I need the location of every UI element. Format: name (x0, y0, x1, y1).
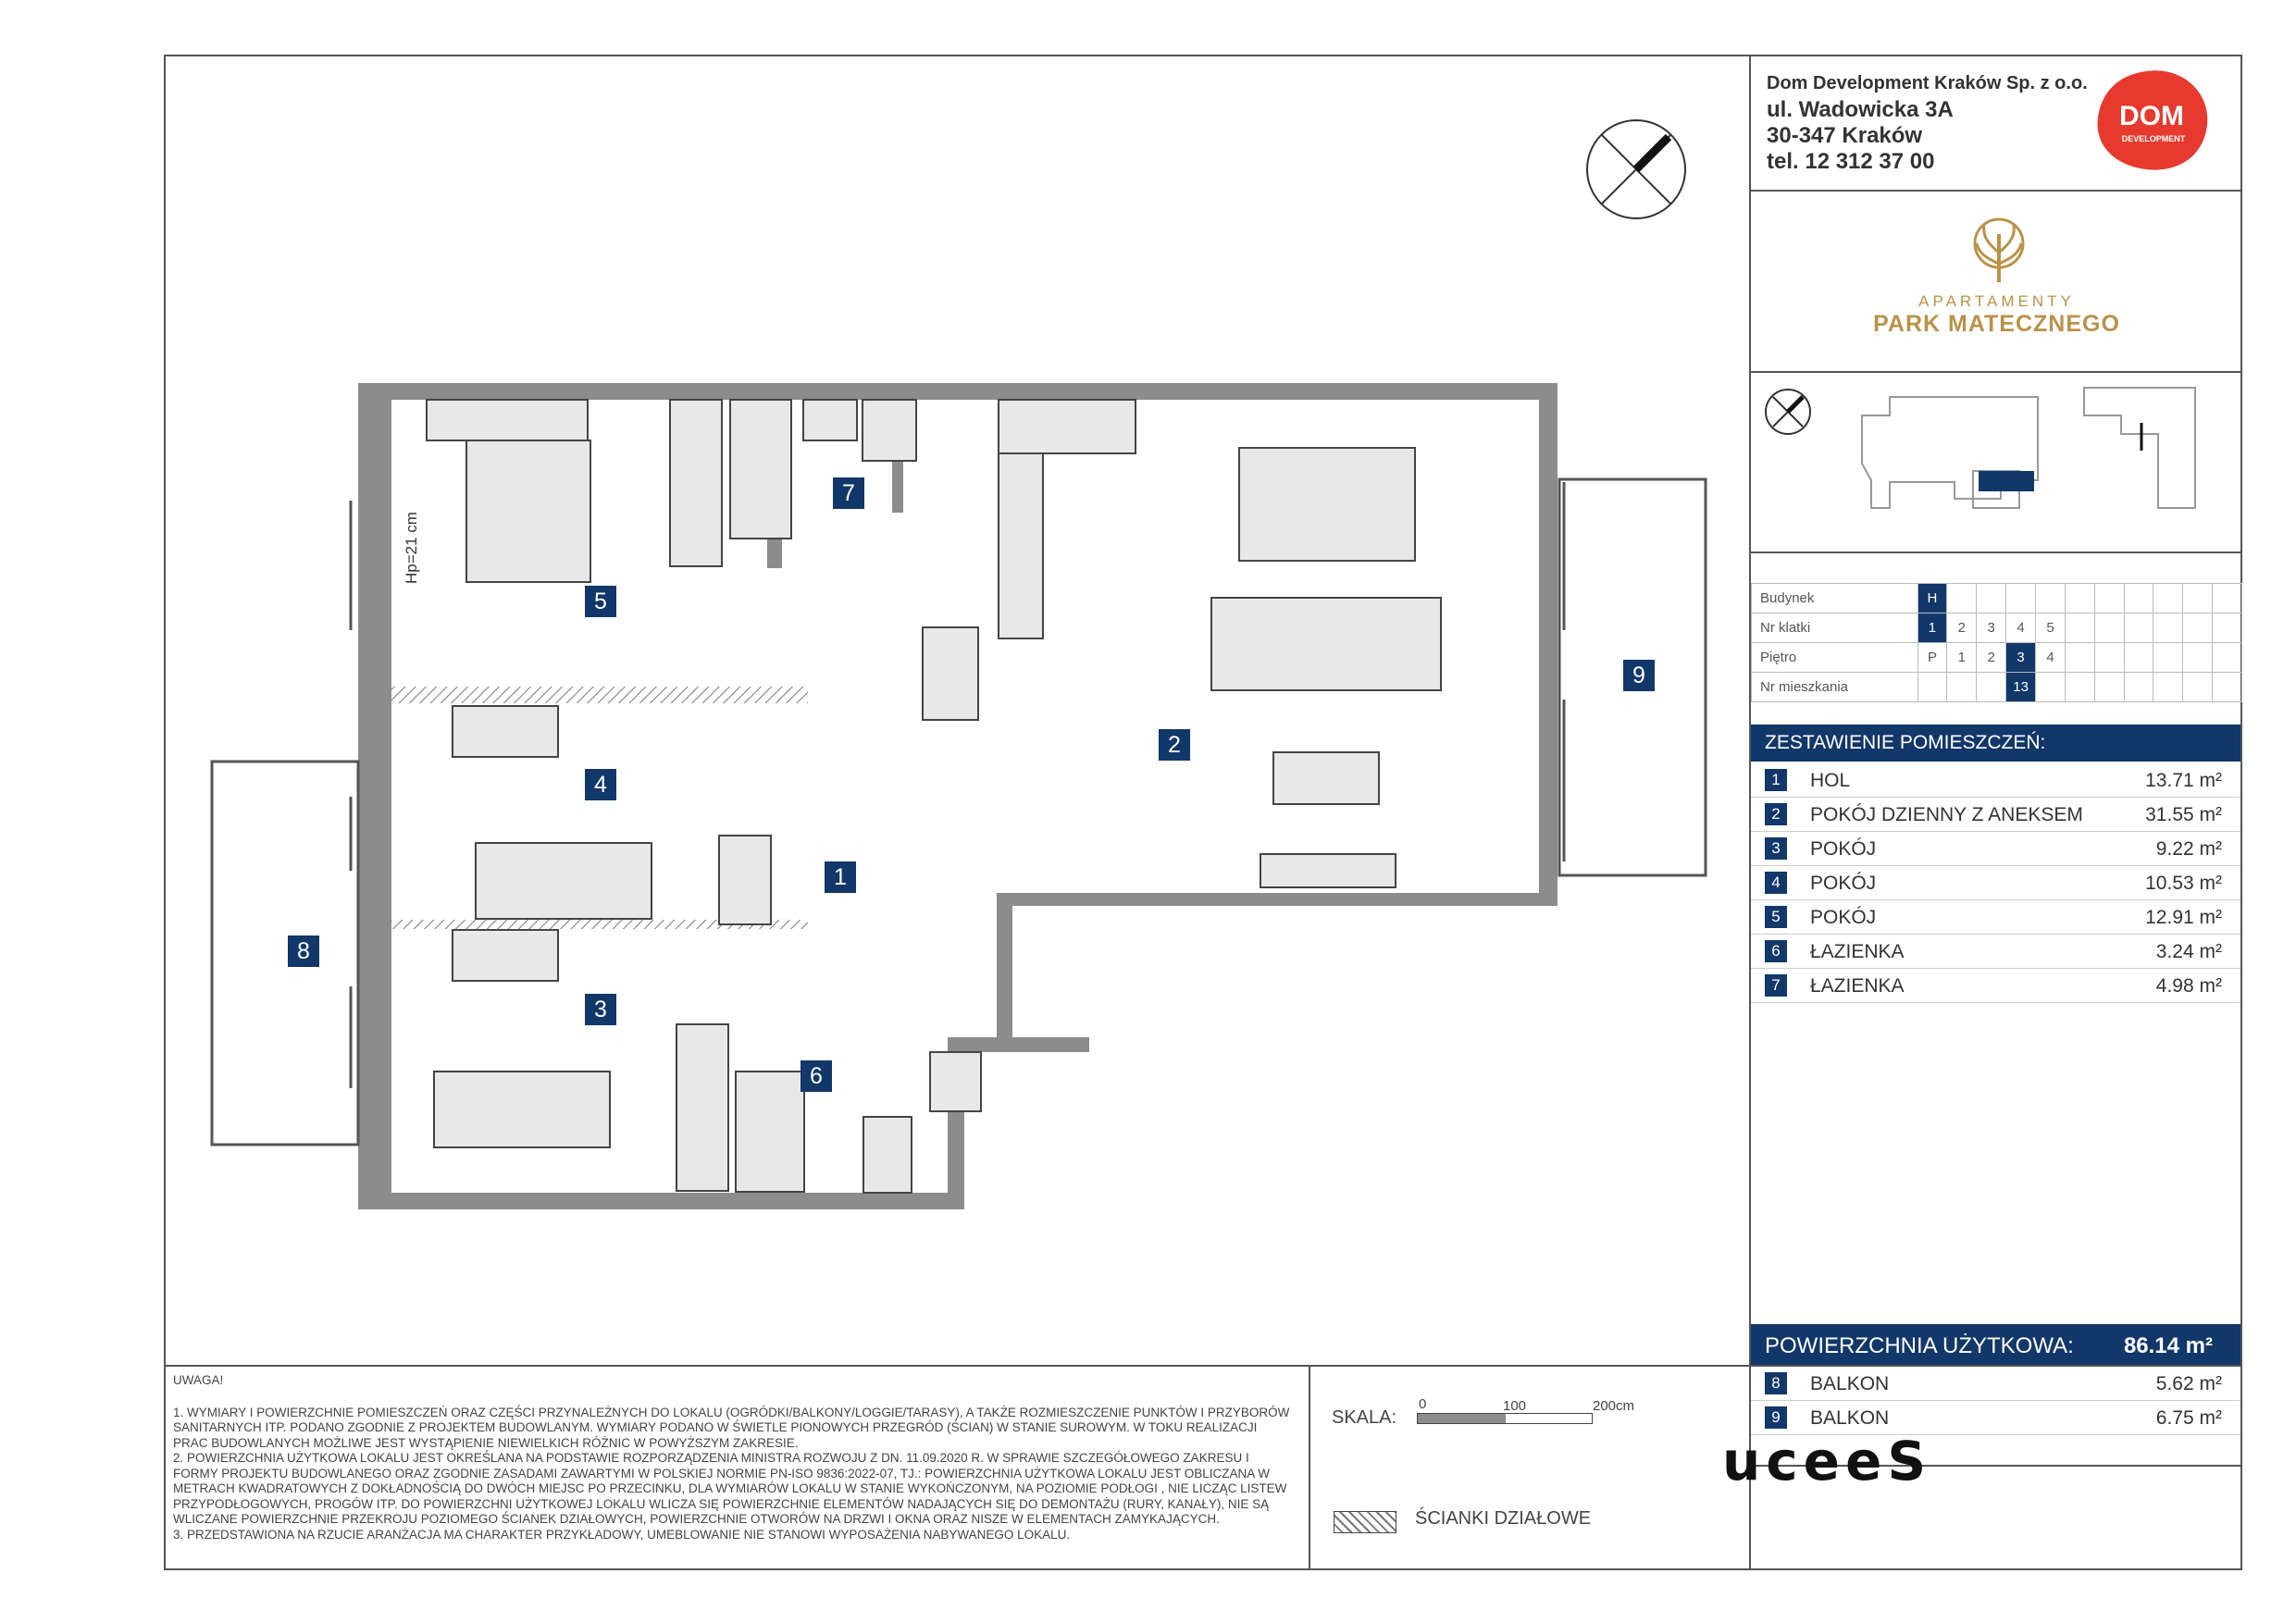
grid-row-label: Nr mieszkania (1752, 673, 1918, 702)
logo-main-text: DOM (2119, 101, 2184, 131)
room-row (1751, 935, 2240, 969)
scale-tick-0: 0 (1419, 1396, 1427, 1412)
site-location-map (1751, 378, 2242, 564)
room-label-3: 3 (585, 994, 616, 1025)
room-name: BALKON (1810, 1407, 1890, 1429)
unit-location-grid (1751, 583, 2242, 702)
tree-logo-icon (1962, 216, 2036, 286)
notes-paragraph-3: 3. PRZEDSTAWIONA NA RZUCIE ARANŻACJA MA CHARAKTER PRZYKŁADOWY, UMEBLOWANIE NIE STANOWI WYPOSAŻENIA NABYWANEGO LOKALU. (173, 1527, 1071, 1542)
room-num: 8 (1765, 1372, 1787, 1394)
notes-paragraph-2: 2. POWIERZCHNIA UŻYTKOWA LOKALU JEST OKREŚLANA NA PODSTAWIE ROZPORZĄDZENIA MINISTRA ROZWOJU Z DN. 11.09.2020 R. W SPRAWIE SZCZEGÓŁOWEGO ZAKRESU I FORMY PROJEKTU BUDOWLANEGO ORAZ ZGODNIE ZASADAMI ZAWARTYMI W POLSKIEJ NORMIE PN-ISO 9836:2022-07, TJ.: POWIERZCHNIA UŻYTKOWA LOKALU JEST OBLICZANA W METRACH KWADRATOWYCH Z DOKŁADNOŚCIĄ DO DWÓCH MIEJSC PO PRZECINKU, DLA WYMIARÓW LOKALU W STANIE WYKOŃCZONYM, NA POZIOMIE PODŁOGI , NIE LICZĄC LISTEW PRZYPODŁOGOWYCH, PROGÓW ITP. DO POWIERZCHNI UŻYTKOWEJ LOKALU WLICZA SIĘ POWIERZCHNIE ELEMENTÓW NADAJĄCYCH SIĘ DO DEMONTAŻU (RURY, KANAŁY), NIE SĄ WLICZANE POWIERZCHNIE PRZEKROJU POZIOMEGO ŚCIANEK DZIAŁOWYCH, POWIERZCHNIE OTWORÓW NA DRZWI I OKNA ORAZ NISZE W ELEMENTACH ZAMYKAJĄCYCH. (173, 1451, 1287, 1526)
room-row (1751, 866, 2240, 900)
grid-cell (1917, 673, 1947, 702)
grid-cell (2153, 584, 2183, 613)
notes-paragraph-1: 1. WYMIARY I POWIERZCHNIE POMIESZCZEŃ ORAZ CZĘŚCI PRZYNALEŻNYCH DO LOKALU (OGRÓDKI/BALKONY/LOGGIE/TARASY), A TAKŻE ROZMIESZCZENIE PUNKTÓW I PRZYBORÓW SANITARNYCH ITP. PODANO ZGODNIE Z PROJEKTEM BUDOWLANYM. WYMIARY PODANO W ŚWIETLE PIONOWYCH PRZEGRÓD (ŚCIAN) W STANIE SUROWYM. W TOKU REALIZACJI PRAC BUDOWLANYCH MOŻLIWE JEST WYSTĄPIENIE NIEWIELKICH RÓŻNIC W POWYŻSZYM ZAKRESIE. (173, 1405, 1290, 1450)
grid-cell (2065, 584, 2094, 613)
grid-cell (2065, 673, 2094, 702)
grid-cell: 4 (2006, 613, 2036, 643)
grid-cell (2094, 584, 2124, 613)
grid-cell (2183, 584, 2213, 613)
notes-title: UWAGA! (173, 1373, 224, 1387)
grid-cell (2183, 673, 2213, 702)
grid-row (1752, 643, 2242, 673)
grid-row-label: Nr klatki (1752, 613, 1918, 643)
grid-cell (2153, 613, 2183, 643)
room-row (1751, 832, 2240, 866)
dom-development-logo (2091, 66, 2215, 177)
grid-cell: 3 (1977, 613, 2006, 643)
room-label-7: 7 (833, 477, 864, 509)
panel-divider-1 (1751, 190, 2242, 192)
room-num: 6 (1765, 940, 1787, 962)
scale-tick-100: 100 (1503, 1398, 1527, 1414)
room-name: ŁAZIENKA (1810, 975, 1905, 997)
scale-bar (1417, 1413, 1593, 1424)
room-label-2: 2 (1159, 729, 1190, 761)
panel-divider-3 (1751, 551, 2242, 553)
grid-cell (2124, 643, 2153, 673)
compass-small-icon (1766, 390, 1810, 434)
grid-cell: 3 (2006, 643, 2036, 673)
room-label-1: 1 (825, 861, 856, 893)
room-label-6: 6 (800, 1060, 832, 1092)
room-name: ŁAZIENKA (1810, 941, 1905, 962)
total-area (1751, 1324, 2240, 1365)
room-area: 10.53 m² (2145, 873, 2222, 894)
total-area-value: 86.14 m² (2123, 1333, 2213, 1358)
grid-cell (2006, 584, 2036, 613)
rooms-heading: ZESTAWIENIE POMIESZCZEŃ: (1751, 725, 2240, 762)
grid-cell (1977, 673, 2006, 702)
grid-cell (2153, 643, 2183, 673)
room-num: 5 (1765, 906, 1787, 928)
company-name: Dom Development Kraków Sp. z o.o. (1767, 73, 2088, 93)
room-row (1751, 763, 2240, 798)
grid-cell (2213, 643, 2242, 673)
legend-hatch (1334, 1511, 1396, 1533)
room-area: 9.22 m² (2155, 838, 2222, 860)
brand-name (1751, 292, 2242, 338)
room-label-5: 5 (585, 586, 616, 617)
room-num: 1 (1765, 769, 1787, 791)
brand-line-2: PARK MATECZNEGO (1873, 311, 2120, 337)
hp-note: Hp=21 cm (403, 512, 420, 584)
room-num: 4 (1765, 872, 1787, 894)
grid-cell (2094, 613, 2124, 643)
grid-cell (2094, 673, 2124, 702)
total-area-label: POWIERZCHNIA UŻYTKOWA: (1765, 1333, 2074, 1358)
grid-cell (2213, 584, 2242, 613)
balcony-8 (212, 762, 358, 1145)
ucees-logo: uceeS (1722, 1430, 1932, 1493)
grid-row (1752, 673, 2242, 702)
legend-label: ŚCIANKI DZIAŁOWE (1415, 1508, 1592, 1529)
grid-cell: 1 (1917, 613, 1947, 643)
grid-cell: 4 (2036, 643, 2066, 673)
room-area: 13.71 m² (2145, 770, 2222, 791)
room-area: 31.55 m² (2145, 804, 2222, 825)
grid-cell: H (1917, 584, 1947, 613)
floor-plan (166, 56, 1750, 1365)
grid-cell (1977, 584, 2006, 613)
grid-row-label: Budynek (1752, 584, 1918, 613)
scale-tick-200: 200cm (1593, 1398, 1635, 1414)
room-name: POKÓJ (1810, 838, 1877, 860)
room-area: 12.91 m² (2145, 907, 2222, 928)
room-area: 3.24 m² (2155, 941, 2222, 962)
room-label-8: 8 (288, 935, 319, 967)
room-name: POKÓJ DZIENNY Z ANEKSEM (1810, 804, 2083, 825)
room-name: POKÓJ (1810, 873, 1877, 894)
grid-row-label: Piętro (1752, 643, 1918, 673)
info-panel (1751, 56, 2242, 1570)
notes-separator (1309, 1365, 1310, 1570)
company-info (1767, 69, 2088, 175)
grid-cell (2124, 584, 2153, 613)
grid-cell (2153, 673, 2183, 702)
grid-cell (2183, 613, 2213, 643)
room-name: BALKON (1810, 1373, 1890, 1394)
apartment-location-marker (1979, 471, 2034, 491)
furniture (427, 400, 1441, 1193)
room-name: POKÓJ (1810, 907, 1877, 928)
room-label-4: 4 (585, 769, 616, 800)
company-city: 30-347 Kraków (1767, 123, 1923, 148)
room-label-9: 9 (1623, 660, 1655, 691)
grid-cell: 2 (1977, 643, 2006, 673)
room-area: 6.75 m² (2155, 1407, 2222, 1429)
grid-cell (2213, 673, 2242, 702)
room-num: 9 (1765, 1406, 1787, 1429)
company-phone: tel. 12 312 37 00 (1767, 149, 1935, 174)
grid-cell (1947, 673, 1977, 702)
room-num: 7 (1765, 974, 1787, 997)
room-name: HOL (1810, 770, 1851, 791)
room-row (1751, 798, 2240, 832)
room-num: 3 (1765, 837, 1787, 860)
panel-divider-2 (1751, 371, 2242, 373)
grid-cell: 5 (2036, 613, 2066, 643)
compass-icon (1587, 120, 1685, 218)
room-num: 2 (1765, 803, 1787, 825)
grid-cell: 1 (1947, 643, 1977, 673)
scale-label: SKALA: (1332, 1407, 1397, 1428)
room-row (1751, 900, 2240, 935)
document-frame (164, 55, 2242, 1570)
room-area: 5.62 m² (2155, 1373, 2222, 1394)
grid-cell (2036, 584, 2066, 613)
brand-line-1: APARTAMENTY (1918, 292, 2075, 310)
company-street: ul. Wadowicka 3A (1767, 97, 1954, 122)
grid-cell: 2 (1947, 613, 1977, 643)
grid-row (1752, 613, 2242, 643)
room-area: 4.98 m² (2155, 975, 2222, 997)
grid-cell (2094, 643, 2124, 673)
room-row (1751, 1367, 2240, 1401)
grid-cell: 13 (2006, 673, 2036, 702)
logo-sub-text: DEVELOPMENT (2121, 134, 2186, 143)
grid-row (1752, 584, 2242, 613)
grid-cell (2036, 673, 2066, 702)
grid-cell (2124, 613, 2153, 643)
grid-cell (2065, 613, 2094, 643)
grid-cell (2124, 673, 2153, 702)
floor-plan-area (166, 56, 1750, 1365)
grid-cell (2183, 643, 2213, 673)
grid-cell (1947, 584, 1977, 613)
grid-cell (2213, 613, 2242, 643)
grid-cell: P (1917, 643, 1947, 673)
grid-cell (2065, 643, 2094, 673)
notes (173, 1373, 1293, 1542)
room-row (1751, 969, 2240, 1003)
